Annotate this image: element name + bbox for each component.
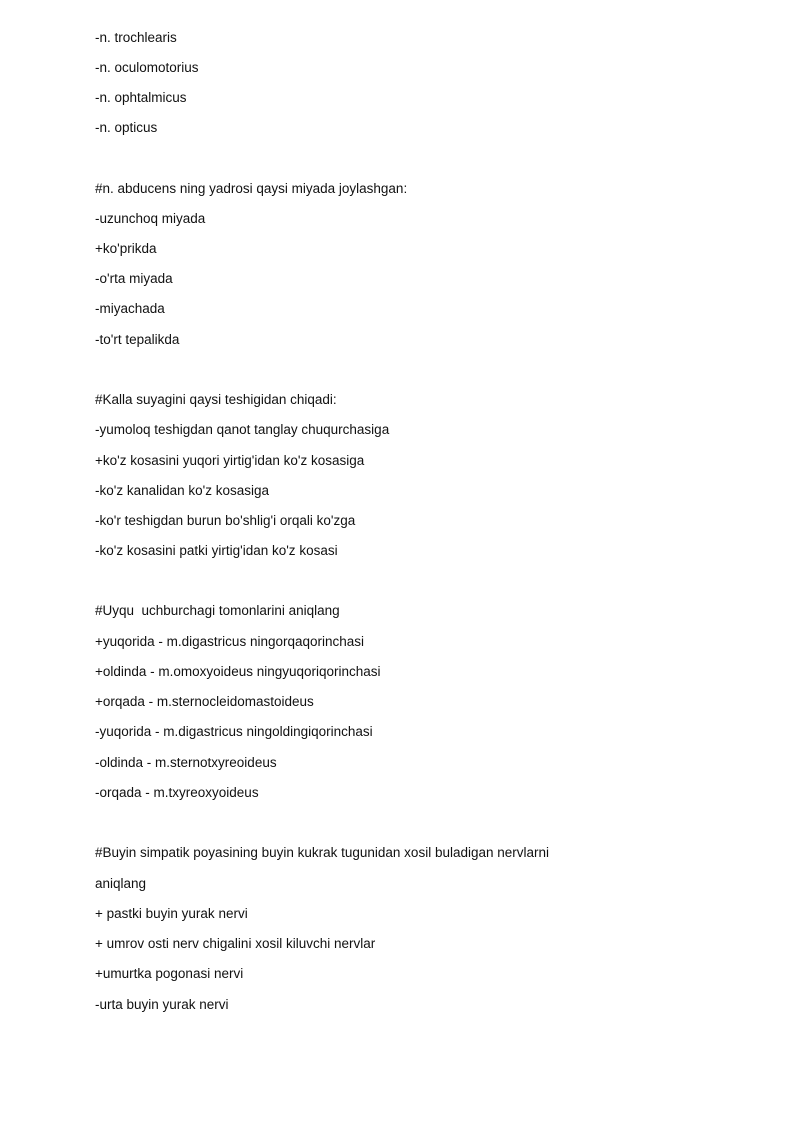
answer-option: -orqada - m.txyreoxyoideus <box>95 785 259 800</box>
question-text: #n. abducens ning yadrosi qaysi miyada joylashgan: <box>95 181 408 196</box>
answer-option: -n. trochlearis <box>95 30 177 45</box>
answer-option: +ko'prikda <box>95 241 157 256</box>
answer-option: + pastki buyin yurak nervi <box>95 906 248 921</box>
answer-option: -n. opticus <box>95 120 158 135</box>
answer-option: +umurtka pogonasi nervi <box>95 966 244 981</box>
answer-option: -uzunchoq miyada <box>95 211 206 226</box>
answer-option: -urta buyin yurak nervi <box>95 997 229 1012</box>
answer-option: -n. ophtalmicus <box>95 90 187 105</box>
answer-option: -ko'z kosasini patki yirtig'idan ko'z kosasi <box>95 543 338 558</box>
question-text: #Buyin simpatik poyasining buyin kukrak tugunidan xosil buladigan nervlarni <box>95 845 550 860</box>
question-text: #Uyqu uchburchagi tomonlarini aniqlang <box>95 603 340 618</box>
answer-option: -ko'r teshigdan burun bo'shlig'i orqali ko'zga <box>95 513 356 528</box>
answer-option: -to'rt tepalikda <box>95 332 180 347</box>
answer-option: -yuqorida - m.digastricus ningoldingiqorinchasi <box>95 724 373 739</box>
answer-option: +ko'z kosasini yuqori yirtig'idan ko'z kosasiga <box>95 453 365 468</box>
answer-option: -oldinda - m.sternotxyreoideus <box>95 755 277 770</box>
answer-option: +orqada - m.sternocleidomastoideus <box>95 694 314 709</box>
answer-option: +oldinda - m.omoxyoideus ningyuqoriqorinchasi <box>95 664 381 679</box>
answer-option: -yumoloq teshigdan qanot tanglay chuqurchasiga <box>95 422 390 437</box>
question-text-continuation: aniqlang <box>95 876 147 891</box>
answer-option: +yuqorida - m.digastricus ningorqaqorinchasi <box>95 634 365 649</box>
answer-option: -n. oculomotorius <box>95 60 199 75</box>
question-text: #Kalla suyagini qaysi teshigidan chiqadi: <box>95 392 337 407</box>
answer-option: -o'rta miyada <box>95 271 173 286</box>
answer-option: -ko'z kanalidan ko'z kosasiga <box>95 483 269 498</box>
answer-option: -miyachada <box>95 301 165 316</box>
answer-option: + umrov osti nerv chigalini xosil kiluvchi nervlar <box>95 936 376 951</box>
